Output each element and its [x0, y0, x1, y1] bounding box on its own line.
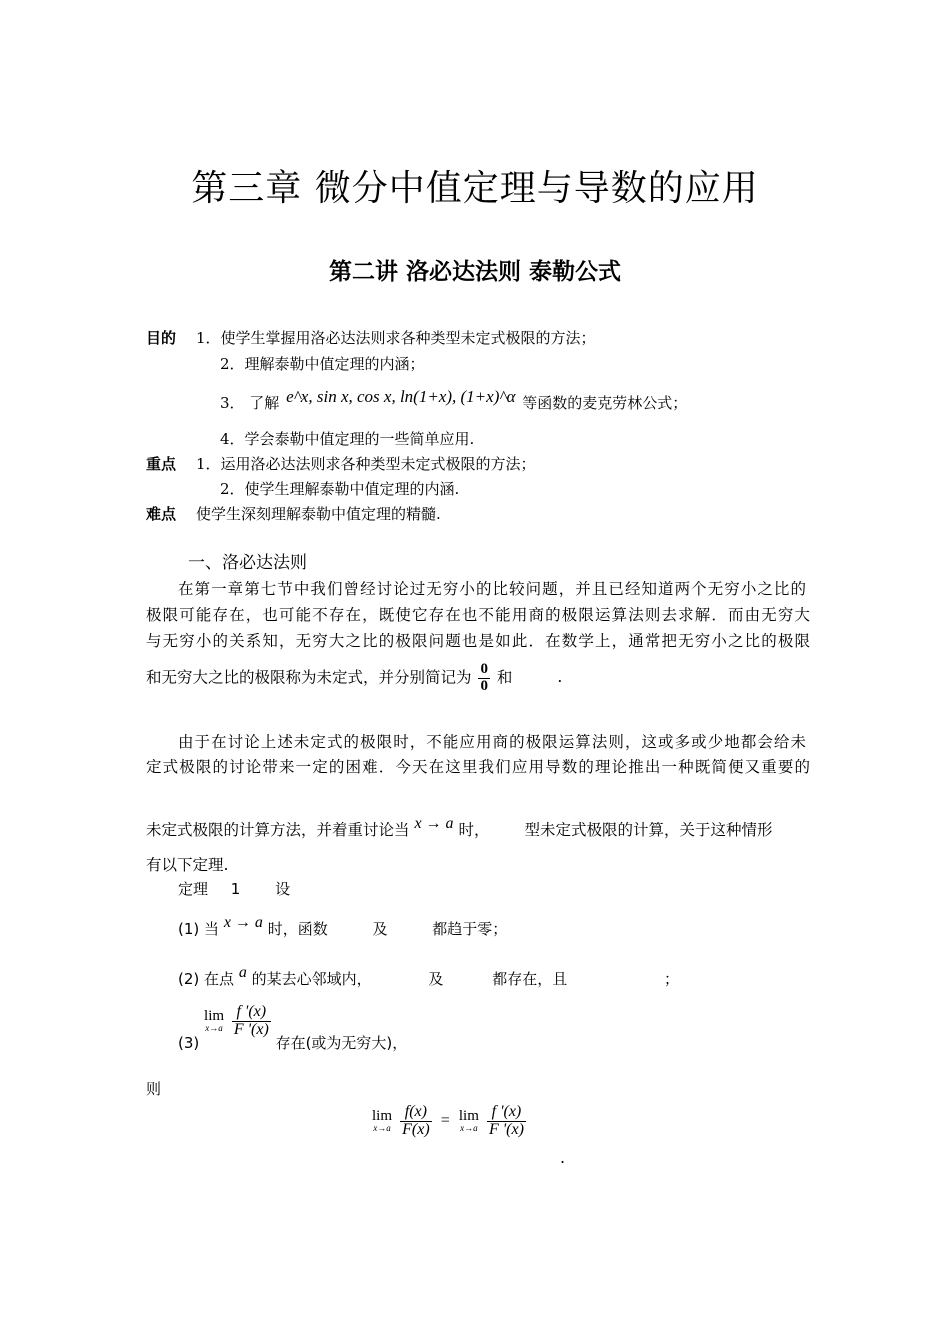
- limit-lhs: [372, 1109, 392, 1133]
- then-label: 则: [146, 1080, 162, 1098]
- theorem-tail: 设: [275, 880, 291, 898]
- cond3-fraction: [232, 1004, 271, 1039]
- goal-item-4: 4．学会泰勒中值定理的一些简单应用.: [220, 430, 475, 448]
- para2-line-3-prefix: 未定式极限的计算方法，并着重讨论当: [146, 821, 410, 839]
- condition-3: [178, 1004, 407, 1053]
- cond1-and: 及: [372, 920, 388, 938]
- rhs-num: f '(x): [487, 1104, 526, 1122]
- lim-sub: x→a: [205, 1023, 223, 1034]
- para1-line-4: [146, 662, 562, 695]
- cond3-num: f '(x): [232, 1004, 271, 1022]
- keypoint-item-1: 1．运用洛必达法则求各种类型未定式极限的方法；: [196, 455, 536, 473]
- condition-2: [178, 964, 679, 989]
- frac-den: 0: [480, 677, 488, 694]
- cond1-end: 都趋于零；: [432, 920, 508, 938]
- page-subtitle: 第二讲 洛必达法则 泰勒公式: [328, 259, 621, 285]
- keypoint-item-2: 2．使学生理解泰勒中值定理的内涵.: [220, 480, 460, 498]
- limit-rhs: [459, 1109, 479, 1133]
- para1-line-1: 在第一章第七节中我们曾经讨论过无穷小的比较问题，并且已经知道两个无穷小之比的: [178, 580, 806, 598]
- goal-item-2: 2．理解泰勒中值定理的内涵；: [220, 355, 425, 373]
- lim-word: lim: [204, 1008, 225, 1025]
- section-heading: 一、洛必达法则: [188, 553, 307, 573]
- limit-cond3: [204, 1009, 224, 1033]
- lhs-num: f(x): [400, 1104, 432, 1122]
- condition-1: [178, 914, 508, 939]
- difficulty-label: 难点: [146, 505, 177, 523]
- para2-line-2: 定式极限的讨论带来一定的困难．今天在这里我们应用导数的理论推出一种既简便又重要的: [146, 758, 810, 776]
- cond1-mid: 时，函数: [267, 920, 328, 938]
- x-to-a-1: x → a: [414, 815, 454, 832]
- rhs-den: F '(x): [488, 1120, 524, 1138]
- para2-line-3-suffix: 型未定式极限的计算，关于这种情形: [524, 821, 773, 839]
- para1-line-3: 与无穷小的关系知，无穷大之比的极限问题也是如此．在数学上，通常把无穷小之比的极限: [146, 632, 810, 650]
- goal-item-3-formula: e^x, sin x, cos x, ln(1+x), (1+x)^α: [286, 387, 516, 406]
- lhs-den: F(x): [402, 1120, 430, 1138]
- frac-num: 0: [480, 661, 488, 677]
- para2-line-1: 由于在讨论上述未定式的极限时，不能应用商的极限运算法则，这或多或少地都会给未: [178, 733, 806, 751]
- cond3-suffix: 存在(或为无穷大)，: [275, 1033, 408, 1052]
- cond2-mid: 的某去心邻域内，: [251, 970, 372, 988]
- goal-item-1: 1．使学生掌握用洛必达法则求各种类型未定式极限的方法；: [196, 329, 596, 347]
- main-formula: [372, 1104, 526, 1139]
- equals-sign: =: [440, 1112, 450, 1130]
- para2-line-3-mid: 时，: [458, 821, 490, 839]
- theorem-number: 1: [230, 880, 241, 898]
- theorem-label: 定理: [178, 880, 209, 898]
- cond3-prefix: (3): [178, 1033, 200, 1052]
- zero-over-zero: [478, 662, 490, 695]
- para1-line-4-end: .: [557, 668, 563, 687]
- goals-label: 目的: [146, 329, 177, 347]
- theorem-heading: [178, 878, 290, 899]
- cond2-and: 及: [428, 970, 444, 988]
- cond3-den: F '(x): [233, 1020, 269, 1038]
- point-a: a: [238, 964, 247, 981]
- lim-sub-lhs: x→a: [373, 1123, 391, 1134]
- x-to-a-2: x → a: [223, 914, 263, 931]
- goal-item-3-suffix: 等函数的麦克劳林公式；: [522, 394, 688, 412]
- cond2-prefix: (2) 在点: [178, 970, 235, 988]
- difficulty-text: 使学生深刻理解泰勒中值定理的精髓.: [196, 505, 441, 523]
- para1-line-4-prefix: 和无穷大之比的极限称为未定式，并分别简记为: [146, 668, 472, 687]
- lim-word-lhs: lim: [372, 1108, 393, 1125]
- formula-period: .: [560, 1148, 566, 1167]
- goal-item-3: [220, 387, 688, 413]
- para1-line-4-and: 和: [496, 668, 513, 687]
- lhs-fraction: [400, 1104, 432, 1139]
- para2-line-3: [146, 815, 773, 840]
- rhs-fraction: [487, 1104, 526, 1139]
- cond1-prefix: (1) 当: [178, 920, 220, 938]
- goal-item-3-prefix: 3． 了解: [220, 394, 280, 412]
- cond2-tail: 都存在，且: [492, 970, 568, 988]
- para1-line-2: 极限可能存在，也可能不存在，既使它存在也不能用商的极限运算法则去求解．而由无穷大: [146, 606, 810, 624]
- page-title: 第三章 微分中值定理与导数的应用: [191, 168, 759, 209]
- cond2-end: ；: [663, 970, 679, 988]
- keypoints-label: 重点: [146, 455, 177, 473]
- lim-sub-rhs: x→a: [460, 1123, 478, 1134]
- lim-word-rhs: lim: [458, 1108, 479, 1125]
- para2-line-4: 有以下定理.: [146, 856, 229, 874]
